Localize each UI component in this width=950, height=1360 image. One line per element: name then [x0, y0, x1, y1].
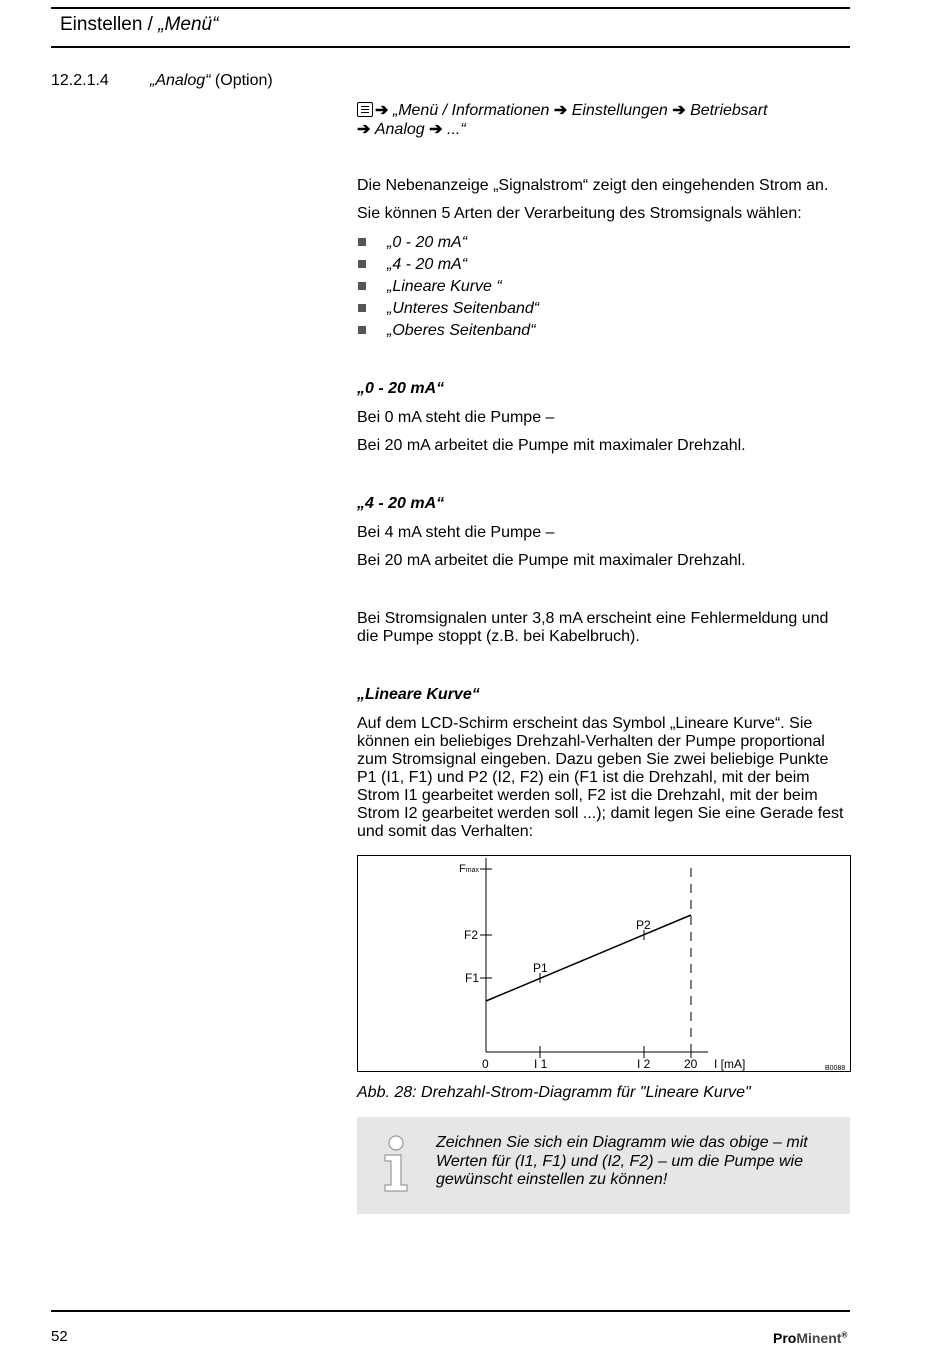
arrow-icon: ➔: [672, 102, 686, 119]
point-label: P2: [636, 918, 651, 932]
linear-curve: [486, 915, 691, 1001]
x-tick-label: 0: [482, 1057, 489, 1071]
page-number: 52: [51, 1328, 68, 1345]
mode-4-20-line-2: Bei 20 mA arbeitet die Pumpe mit maximaler Drehzahl.: [357, 552, 746, 569]
page-title: Einstellen / „Menü“: [60, 14, 219, 35]
section-number: 12.2.1.4: [51, 72, 109, 89]
figure-caption: Abb. 28: Drehzahl-Strom-Diagramm für "Lineare Kurve": [357, 1084, 751, 1101]
list-item: „Oberes Seitenband“: [357, 322, 850, 344]
mode-0-20-line-1: Bei 0 mA steht die Pumpe –: [357, 409, 555, 426]
prominent-logo: ProMinent®: [773, 1330, 848, 1346]
arrow-icon: ➔: [357, 121, 371, 138]
list-item: „0 - 20 mA“: [357, 234, 850, 256]
error-note: Bei Stromsignalen unter 3,8 mA erscheint eine Fehlermeldung und die Pumpe stoppt (z.B. bei Kabelbruch).: [357, 610, 829, 645]
nav-path: ➔ „Menü / Informationen ➔ Einstellungen ➔ Betriebsart ➔ Analog ➔ ...“: [357, 102, 768, 138]
bullet-icon: [358, 326, 366, 334]
chart-svg: [358, 856, 850, 1071]
x-tick-label: I 2: [637, 1057, 651, 1071]
point-label: P1: [533, 961, 548, 975]
bullet-icon: [358, 282, 366, 290]
speed-current-chart: [357, 855, 851, 1072]
footer-rule: [51, 1310, 850, 1312]
x-tick-label: 20: [684, 1057, 698, 1071]
linear-heading: „Lineare Kurve“: [357, 686, 480, 703]
y-tick-label: F1: [465, 971, 480, 985]
arrow-icon: ➔: [375, 102, 389, 119]
list-item: „Unteres Seitenband“: [357, 300, 850, 322]
list-item: „Lineare Kurve “: [357, 278, 850, 300]
arrow-icon: ➔: [429, 121, 443, 138]
mode-4-20-line-1: Bei 4 mA steht die Pumpe –: [357, 524, 555, 541]
header-bottom-rule: [51, 46, 850, 48]
header-top-rule: [51, 7, 850, 9]
section-title: „Analog“ (Option): [150, 72, 273, 89]
bullet-icon: [358, 238, 366, 246]
menu-icon: [357, 102, 373, 117]
mode-0-20-heading: „0 - 20 mA“: [357, 380, 445, 397]
list-item: „4 - 20 mA“: [357, 256, 850, 278]
y-tick-label: F2: [464, 928, 479, 942]
note-text: Zeichnen Sie sich ein Diagramm wie das obige – mit Werten für (I1, F1) und (I2, F2) – um die Pumpe wie gewünscht einstellen zu können!: [436, 1134, 808, 1188]
intro-line-1: Die Nebenanzeige „Signalstrom“ zeigt den eingehenden Strom an.: [357, 177, 829, 194]
arrow-icon: ➔: [553, 102, 568, 119]
x-unit-label: I [mA]: [714, 1057, 746, 1071]
intro-line-2: Sie können 5 Arten der Verarbeitung des Stromsignals wählen:: [357, 205, 802, 222]
bullet-icon: [358, 260, 366, 268]
bullet-icon: [358, 304, 366, 312]
image-code: B0088: [825, 1065, 846, 1071]
mode-4-20-heading: „4 - 20 mA“: [357, 495, 445, 512]
info-icon: [380, 1135, 412, 1193]
mode-0-20-line-2: Bei 20 mA arbeitet die Pumpe mit maximaler Drehzahl.: [357, 437, 746, 454]
linear-text: Auf dem LCD-Schirm erscheint das Symbol „Lineare Kurve“. Sie können ein beliebiges Drehzahl-Verhalten der Pumpe proportional zum Stromsignal eingeben. Dazu geben Sie zwei beliebige Punkte P1 (I1, F1) und P2 (I2, F2) ein (F1 ist die Drehzahl, mit der beim Strom I1 gearbeitet werden soll, F2 ist die Drehzahl, mit der beim Strom I2 gearbeitet werden soll ...); damit legen Sie eine Gerade fest und somit das Verhalten:: [357, 715, 844, 840]
options-list: [357, 234, 850, 344]
x-tick-label: I 1: [534, 1057, 548, 1071]
y-max-label: Fmax: [459, 863, 479, 875]
